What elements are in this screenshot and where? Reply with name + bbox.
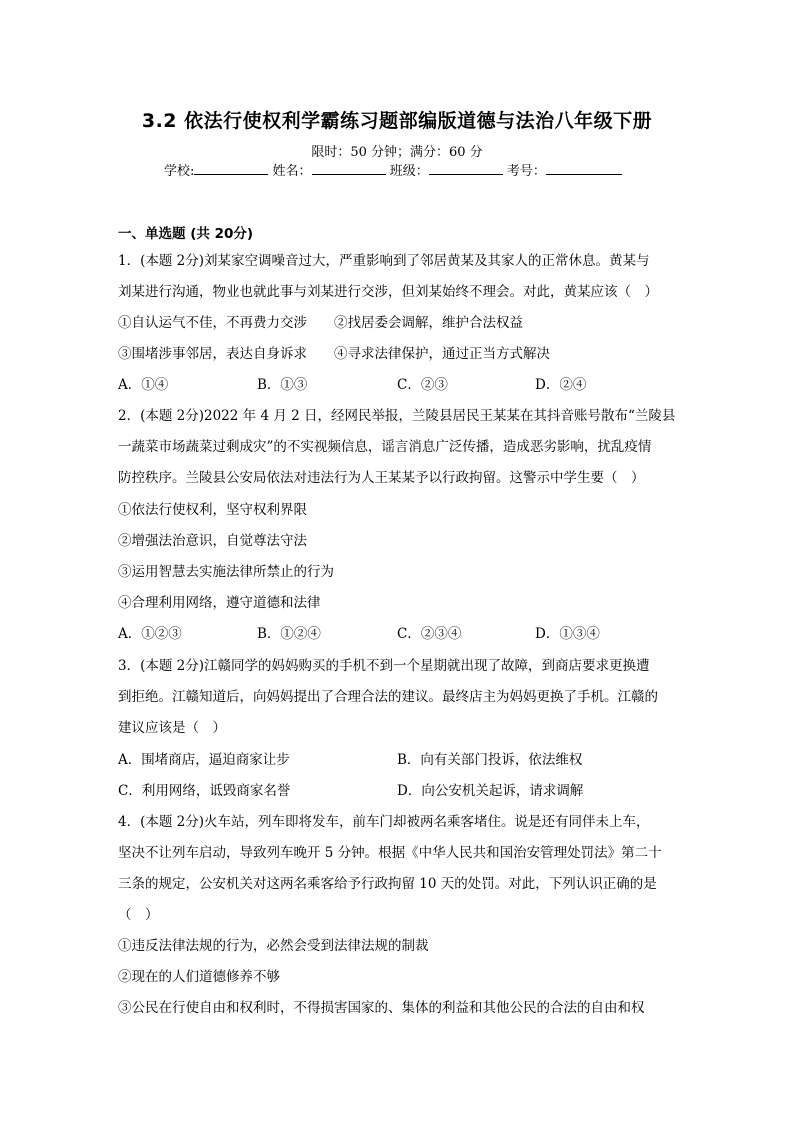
exam-meta: 限时：50 分钟；满分：60 分: [311, 145, 483, 160]
page-title: 3.2 依法行使权利学霸练习题部编版道德与法治八年级下册: [141, 110, 653, 132]
option-d[interactable]: D．②④: [535, 377, 587, 393]
question-1-statement: ①自认运气不佳，不再费力交涉 ②找居委会调解，维护合法权益: [118, 315, 523, 331]
option-b[interactable]: B．①③: [257, 377, 308, 393]
question-2-statement: ④合理利用网络，遵守道德和法律: [118, 595, 321, 611]
question-4-statement: ②现在的人们道德修养不够: [118, 969, 280, 985]
option-b[interactable]: B．①②④: [257, 626, 321, 642]
name-blank[interactable]: [312, 162, 386, 175]
question-2-statement: ②增强法治意识，自觉尊法守法: [118, 533, 307, 549]
option-c[interactable]: C．②③④: [397, 626, 462, 642]
question-4-statement: ①违反法律法规的行为，必然会受到法律法规的制裁: [118, 938, 429, 954]
question-3-line: 建议应该是（ ）: [118, 720, 226, 736]
class-label: 班级：: [389, 164, 429, 179]
class-blank[interactable]: [429, 162, 503, 175]
option-c[interactable]: C．②③: [397, 377, 448, 393]
question-1-line: 刘某进行沟通，物业也就此事与刘某进行交涉，但刘某始终不理会。对此，黄某应该（ ）: [118, 284, 658, 300]
student-info-fields: [164, 160, 622, 179]
question-2-statement: ③运用智慧去实施法律所禁止的行为: [118, 564, 334, 580]
question-4-line: 4．(本题 2分)火车站，列车即将发车，前车门却被两名乘客堵住。说是还有同伴未上车，: [118, 814, 650, 830]
option-a[interactable]: A．①②③: [118, 626, 182, 642]
question-2-line: 防控秩序。兰陵县公安局依法对违法行为人王某某予以行政拘留。这警示中学生要（ ）: [118, 470, 645, 486]
section-heading: 一、单选题 (共 20分): [118, 226, 254, 242]
option-a[interactable]: A．围堵商店，逼迫商家让步: [118, 752, 290, 768]
question-2-line: 2．(本题 2分)2022 年 4 月 2 日，经网民举报，兰陵县居民王某某在其抖音账号散布“兰陵县: [118, 408, 676, 424]
option-d[interactable]: D．①③④: [535, 626, 600, 642]
question-4-line: （ ）: [118, 907, 159, 923]
question-3-line: 到拒绝。江赣知道后，向妈妈提出了合理合法的建议。最终店主为妈妈更换了手机。江赣的: [118, 689, 658, 705]
school-blank[interactable]: [194, 162, 268, 175]
question-4-line: 三条的规定，公安机关对这两名乘客给予行政拘留 10 天的处罚。对此，下列认识正确的是: [118, 876, 657, 892]
school-label: 学校:: [164, 164, 195, 179]
option-b[interactable]: B．向有关部门投诉，依法维权: [397, 752, 583, 768]
question-2-statement: ①依法行使权利，坚守权利界限: [118, 502, 307, 518]
exam-number-blank[interactable]: [546, 162, 622, 175]
option-a[interactable]: A．①④: [118, 377, 169, 393]
question-2-line: 一蔬菜市场蔬菜过剩成灾”的不实视频信息，谣言消息广泛传播，造成恶劣影响，扰乱疫情: [118, 439, 652, 455]
name-label: 姓名：: [272, 164, 312, 179]
question-4-line: 坚决不让列车启动，导致列车晚开 5 分钟。根据《中华人民共和国治安管理处罚法》第二十: [118, 845, 662, 861]
question-4-statement: ③公民在行使自由和权利时，不得损害国家的、集体的利益和其他公民的合法的自由和权: [118, 1000, 645, 1016]
exam-number-label: 考号：: [506, 164, 546, 179]
question-1-statement: ③围堵涉事邻居，表达自身诉求 ④寻求法律保护，通过正当方式解决: [118, 346, 550, 362]
question-1-line: 1．(本题 2分)刘某家空调噪音过大，严重影响到了邻居黄某及其家人的正常休息。黄某与: [118, 253, 650, 269]
option-c[interactable]: C．利用网络，诋毁商家名誉: [118, 783, 291, 799]
question-3-line: 3．(本题 2分)江赣同学的妈妈购买的手机不到一个星期就出现了故障，到商店要求更换遭: [118, 658, 650, 674]
option-d[interactable]: D．向公安机关起诉，请求调解: [397, 783, 584, 799]
